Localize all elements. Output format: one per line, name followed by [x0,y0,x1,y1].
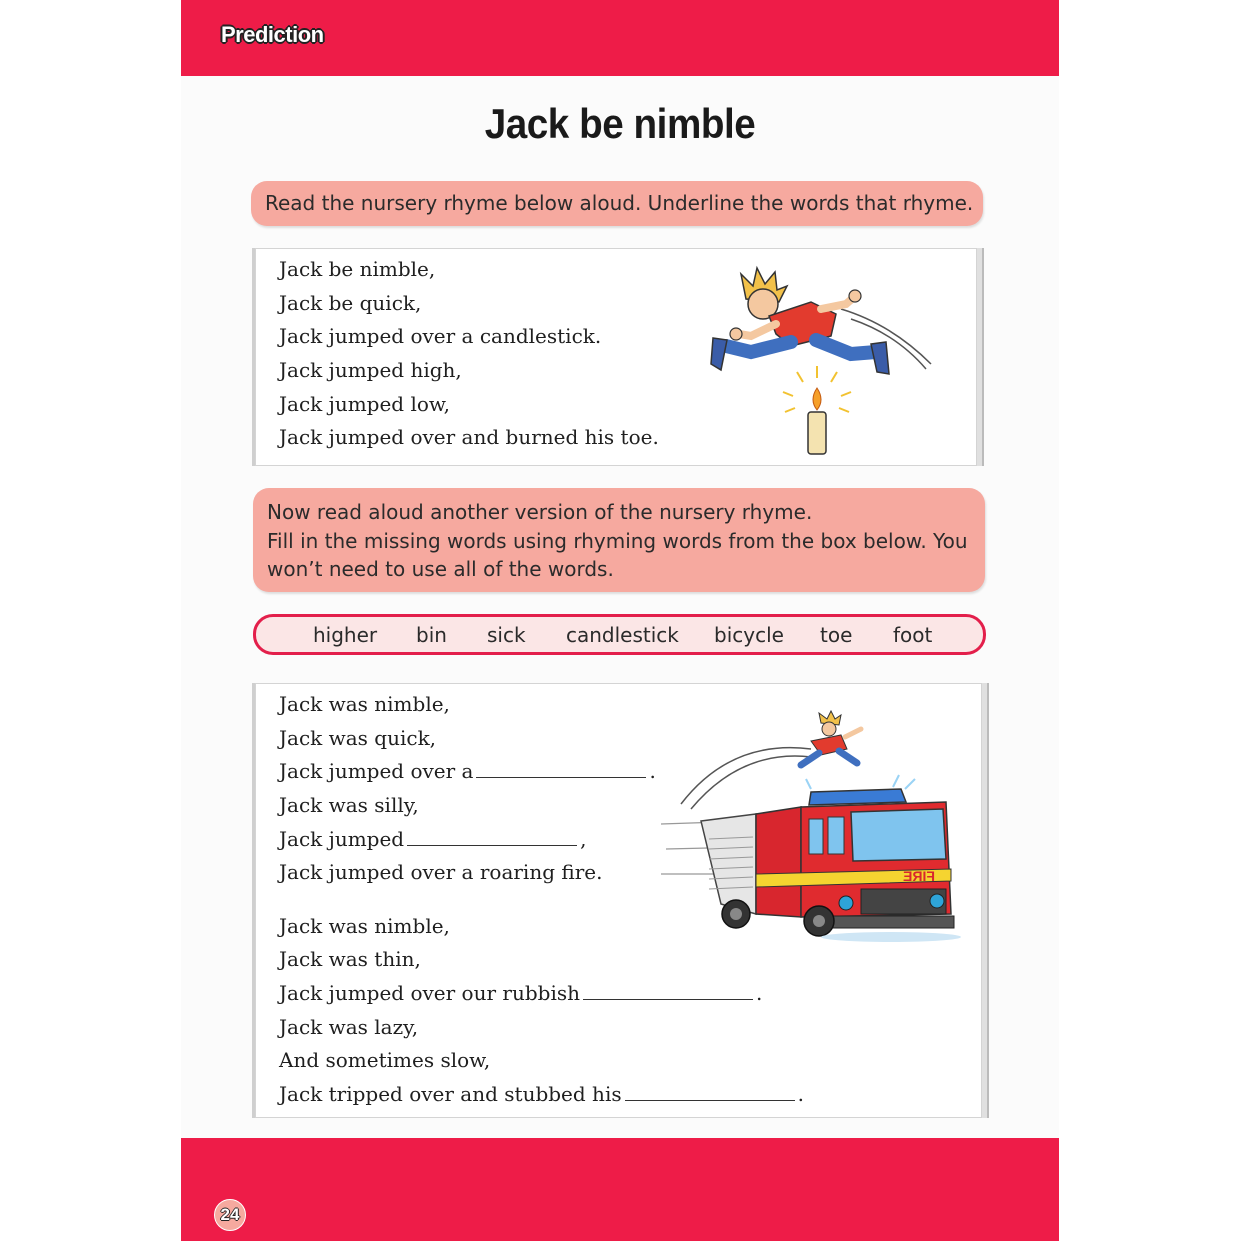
poem-line [279,981,762,1005]
poem-line: Jack was nimble, [279,692,450,716]
instruction-box-2 [253,488,985,592]
punctuation: . [797,1082,804,1106]
poem-line-text: Jack jumped [279,827,405,851]
word-bank-word: bin [416,623,447,647]
header-bar [181,0,1059,76]
poem-line: Jack was silly, [279,793,419,817]
poem-line: Jack was quick, [279,726,437,750]
poem-line: Jack jumped over and burned his toe. [279,425,659,449]
instruction-line: Now read aloud another version of the nursery rhyme. [267,500,813,524]
punctuation: , [580,827,587,851]
poem-line-text: Jack jumped over our rubbish [279,981,580,1005]
page-number-badge: 24 [214,1199,246,1231]
punctuation: . [756,981,763,1005]
poem-line [279,759,656,783]
rhyme-box-new-version [255,683,982,1118]
truck-fire-label: FIRE [903,868,935,884]
rhyme-box-original [255,248,977,466]
poem-line-text: Jack jumped over a [279,759,474,783]
jumping-boy-candle-illustration [691,264,941,459]
instruction-box-1: Read the nursery rhyme below aloud. Underline the words that rhyme. [251,181,983,226]
answer-blank[interactable] [476,776,646,778]
answer-blank[interactable] [583,998,753,1000]
answer-blank[interactable] [407,844,577,846]
word-bank-word: toe [820,623,853,647]
word-bank-word: sick [487,623,526,647]
worksheet-page [181,0,1059,1241]
word-bank-box [253,614,986,655]
poem-line: Jack be nimble, [279,257,436,281]
instruction-line: won’t need to use all of the words. [267,557,614,581]
poem-line: Jack be quick, [279,291,422,315]
punctuation: . [649,759,656,783]
poem-line: Jack was lazy, [279,1015,419,1039]
footer-bar [181,1138,1059,1241]
poem-line: Jack was nimble, [279,914,450,938]
poem-line [279,827,586,851]
instruction-line: Fill in the missing words using rhyming words from the box below. You [267,528,968,553]
poem-line: Jack jumped over a candlestick. [279,324,602,348]
poem-line [279,1082,804,1106]
poem-line: And sometimes slow, [279,1048,491,1072]
section-label: Prediction [221,22,324,47]
word-bank-word: candlestick [566,623,679,647]
poem-line: Jack jumped low, [279,392,451,416]
fire-engine-jump-illustration [661,709,966,954]
page-title: Jack be nimble [484,100,756,147]
poem-line: Jack jumped high, [279,358,462,382]
poem-line: Jack was thin, [279,947,421,971]
word-bank-word: bicycle [714,623,784,647]
poem-line-text: Jack tripped over and stubbed his [279,1082,622,1106]
word-bank-word: higher [313,623,378,647]
answer-blank[interactable] [625,1099,795,1101]
poem-line: Jack jumped over a roaring fire. [279,860,603,884]
word-bank-word: foot [893,623,933,647]
